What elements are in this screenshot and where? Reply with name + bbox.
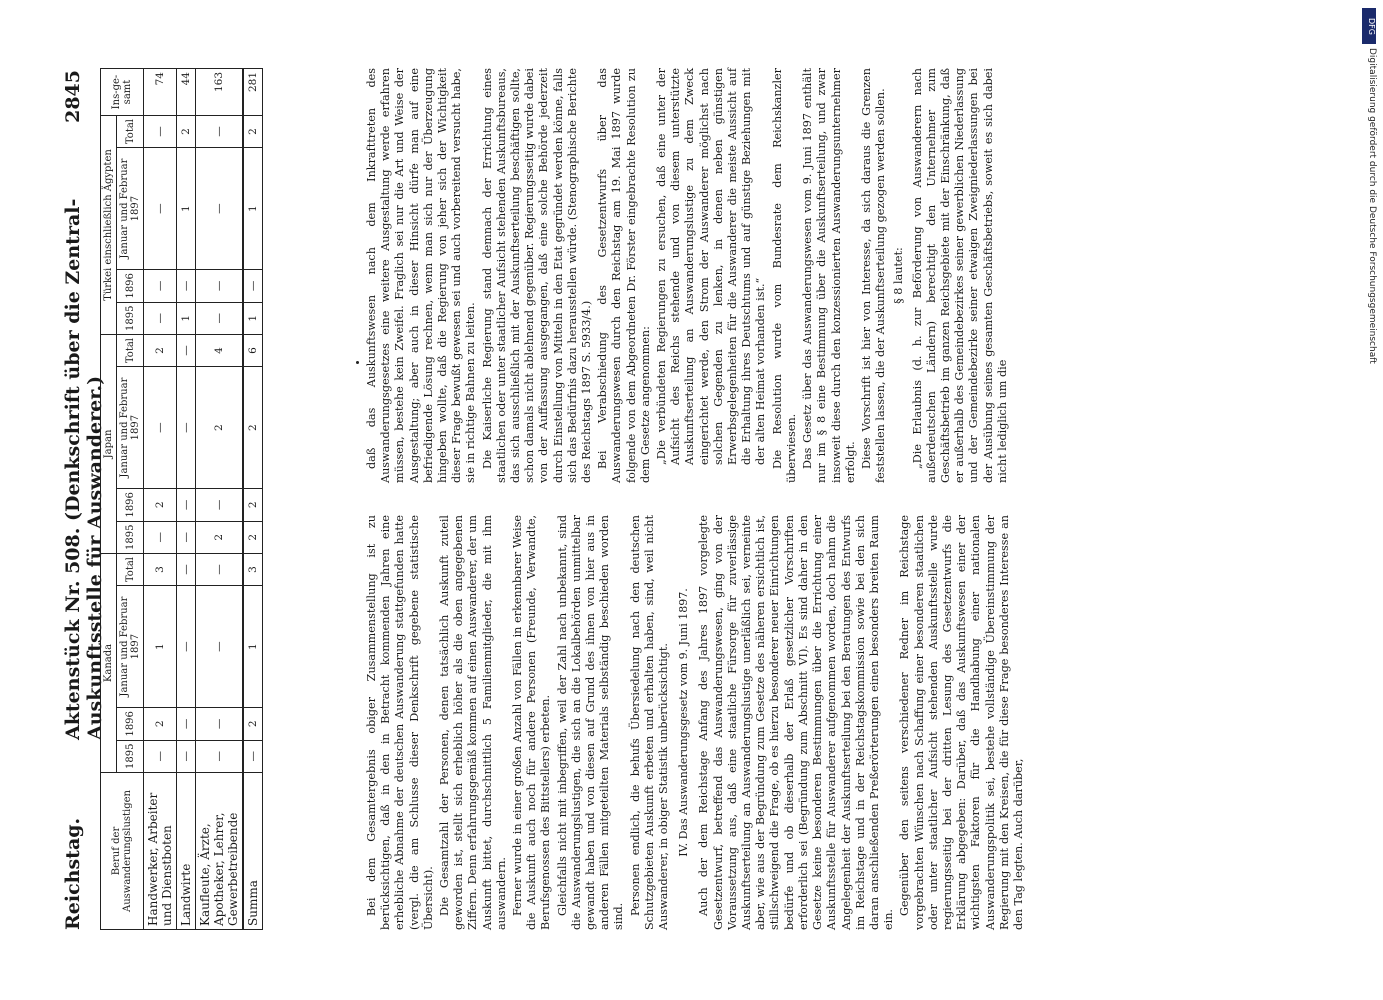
subheader-0-1: 1896 (117, 708, 144, 740)
table-cell: — (177, 554, 196, 586)
table-cell: 2 (243, 367, 263, 489)
header-title: Aktenstück Nr. 508. (Denkschrift über die Zentral-Auskunftsstelle für Auswanderer.) (62, 198, 106, 740)
table-cell: — (196, 270, 244, 302)
col-header-kanada: Kanada (101, 554, 117, 773)
col-header-tuerkei: Türkei einschließlich Ägypten (101, 116, 117, 335)
subheader-2-3: Total (117, 116, 144, 148)
separator-dot (356, 361, 359, 364)
table-cell: 2 (144, 335, 177, 367)
paragraph: Gleichfalls nicht mit inbegriffen, weil der Zahl nach unbekannt, sind die Auswanderungslustigen, die sich an die Lokalbehörden unmittelbar gewandt haben und von diesen auf Grund des ihnen von hier aus in anderen Fällen mitgeteilten Materials selbständig beschieden worden sind. (555, 515, 626, 930)
paragraph: Diese Vorschrift ist hier von Interesse, da sich daraus die Grenzen feststellen lassen, die der Auskunftserteilung gezogen werden sollen. (859, 68, 888, 483)
table-row (196, 69, 244, 930)
subheader-1-0: 1895 (117, 521, 144, 553)
row-label: Kaufleute, Ärzte, Apotheker, Lehrer, Gewerbetreibende (196, 773, 244, 930)
total-cell: 44 (177, 69, 196, 116)
row-label: Landwirte (177, 773, 196, 930)
table-cell: 1 (243, 586, 263, 708)
table-cell: — (196, 708, 244, 740)
table-cell: 2 (243, 489, 263, 521)
left-column (365, 515, 1028, 930)
table-cell: — (177, 270, 196, 302)
table-cell: — (144, 302, 177, 334)
page-header (62, 70, 106, 930)
subheader-1-3: Total (117, 335, 144, 367)
table-cell: — (196, 586, 244, 708)
table-cell: — (177, 740, 196, 772)
paragraph-heading: § 8 lautet: (892, 247, 906, 304)
table-cell: 2 (144, 489, 177, 521)
paragraph: Gegenüber den seitens verschiedener Redner im Reichstage vorgebrachten Wünschen nach Schaffung einer besonderen staatlichen oder unter staatlicher Aufsicht stehenden Auskunftsstelle wurde regierungsseitig bei der dritten Lesung des Gesetzentwurfs die Erklärung abgegeben: Darüber, daß das Auskunftswesen einer der wichtigsten Faktoren für die Handhabung einer nationalen Auswanderungspolitik sei, bestehe vollständige Übereinstimmung der Regierung mit den Kreisen, die für diese Frage besonderes Interesse an den Tag legten. Auch darüber, (898, 515, 1025, 930)
page-number: 2845 (62, 70, 84, 123)
table-cell: — (243, 270, 263, 302)
col-header-insgesamt: Ins-ge-samt (101, 69, 144, 116)
table-cell: — (243, 740, 263, 772)
table-cell: 2 (196, 521, 244, 553)
statistics-table (100, 68, 263, 930)
row-label: Summa (243, 773, 263, 930)
table-cell: 1 (243, 148, 263, 270)
table-cell: — (196, 116, 244, 148)
paragraph: Bei dem Gesamtergebnis obiger Zusammenstellung ist zu berücksichtigen, daß in den in Betracht kommenden Jahren eine erhebliche Abnahme der deutschen Auswanderung stattgefunden hatte (vergl. die am Schlusse dieser Denkschrift gegebene statistische Übersicht). (365, 515, 435, 930)
subheader-0-2: Januar und Februar 1897 (117, 586, 144, 708)
table-cell: 2 (243, 116, 263, 148)
resolution-quote: „Die verbündeten Regierungen zu ersuchen, daß eine unter der Aufsicht des Reichs stehende und von diesem unterstützte Auskunftserteilung an Auswanderungslustige zu dem Zweck eingerichtet werde, den Strom der Auswanderer möglichst nach solchen Gegenden zu lenken, in denen neben günstigen Erwerbsgelegenheiten für die Auswanderer die meiste Aussicht auf die Erhaltung ihres Deutschtums und auf günstige Beziehungen mit der alten Heimat vorhanden ist.“ (655, 68, 768, 465)
table-cell: — (144, 148, 177, 270)
paragraph: daß das Auskunftswesen nach dem Inkrafttreten des Auswanderungsgesetzes eine weitere Ausgestaltung werde erfahren müssen, bestehe kein Zweifel. Fraglich sei nur die Art und Weise der Ausgestaltung; aber auch in dieser Hinsicht dürfe man auf eine befriedigende Lösung rechnen, wenn man sich nur der Überzeugung hingeben wollte, daß die Regierung von jeher sich der Wichtigkeit dieser Frage bewußt gewesen sei und auch vorbereitend versucht habe, sie in richtige Bahnen zu leiten. (365, 68, 478, 483)
subheader-0-3: Total (117, 554, 144, 586)
section-title: IV. Das Auswanderungsgesetz vom 9. Juni 1897. (677, 588, 691, 857)
right-column (365, 68, 1012, 483)
total-cell: 163 (196, 69, 244, 116)
table-cell: — (144, 270, 177, 302)
subheader-1-2: Januar und Februar 1897 (117, 367, 144, 489)
total-cell: 74 (144, 69, 177, 116)
table-cell: 1 (243, 302, 263, 334)
paragraph: Personen endlich, die behufs Übersiedelung nach den deutschen Schutzgebieten Auskunft erbeten und erhalten haben, sind, weil nicht Auswanderer, in obiger Statistik unberücksichtigt. (628, 515, 671, 930)
table-cell: — (177, 489, 196, 521)
paragraph-text: „Die Erlaubnis (d. h. zur Beförderung von Auswanderern nach außerdeutschen Ländern) berechtigt den Unternehmer zum Geschäftsbetrieb im ganzen Reichsgebiete mit der Einschränkung, daß er außerhalb des Gemeindebezirkes seiner gewerblichen Niederlassung und der Gemeindebezirke seiner etwaigen Zweigniederlassungen bei der Ausübung seines gesamten Geschäftsbetriebs, soweit es sich dabei nicht lediglich um die (910, 68, 1009, 483)
paragraph: Das Gesetz über das Auswanderungswesen vom 9. Juni 1897 enthält nur im § 8 eine Bestimmung über die Auskunftserteilung, und zwar insoweit diese durch den konzessionierten Auswanderungsunternehmer erfolgt. (801, 68, 857, 483)
table-cell: — (177, 586, 196, 708)
table-cell: — (196, 554, 244, 586)
text-columns (365, 68, 1315, 930)
table-cell: — (144, 740, 177, 772)
table-cell: — (196, 148, 244, 270)
table-cell: — (177, 521, 196, 553)
col-header-japan: Japan (101, 335, 117, 554)
table-cell: — (177, 335, 196, 367)
table-cell: 1 (177, 148, 196, 270)
table-cell: 2 (243, 708, 263, 740)
table-cell: 1 (177, 302, 196, 334)
table-cell: — (196, 302, 244, 334)
paragraph: Ferner wurde in einer großen Anzahl von Fällen in erkennbarer Weise die Auskunft auch noch für andere Personen (Freunde, Verwandte, Berufsgenossen des Bittstellers) erbeten. (511, 515, 553, 930)
table-row (144, 69, 177, 930)
table-row (243, 69, 263, 930)
table-cell: — (144, 521, 177, 553)
table-cell: 6 (243, 335, 263, 367)
row-label: Handwerker, Arbeiter und Dienstboten (144, 773, 177, 930)
table-cell: — (177, 708, 196, 740)
dfg-credit: Digitalisierung gefördert durch die Deutsche Forschungsgemeinschaft (1367, 48, 1377, 364)
total-cell: 281 (243, 69, 263, 116)
table-cell: 3 (243, 554, 263, 586)
subheader-1-1: 1896 (117, 489, 144, 521)
table-cell: 2 (144, 708, 177, 740)
subheader-2-1: 1896 (117, 270, 144, 302)
col-header-beruf: Beruf der Auswanderungslustigen (101, 773, 144, 930)
table-cell: — (196, 489, 244, 521)
dfg-sidebar (1359, 8, 1379, 992)
table-cell: 2 (243, 521, 263, 553)
subheader-0-0: 1895 (117, 740, 144, 772)
paragraph: Auch der dem Reichstage Anfang des Jahres 1897 vorgelegte Gesetzentwurf, betreffend das Auswanderungswesen, ging von der Voraussetzung aus, daß eine staatliche Fürsorge für zuverlässige Auskunftserteilung an Auswanderungslustige unerläßlich sei, verneinte aber, wie aus der Begründung zum Gesetze des näheren ersichtlich ist, stillschweigend die Frage, ob es hierzu besonderer neuer Einrichtungen bedürfe und ob dieserhalb der Erlaß gesetzlicher Vorschriften erforderlich sei (Begründung zum Abschnitt VI). Es sind daher in den Gesetze keine besonderen Bestimmungen über die Errichtung einer Auskunftsstelle für Auswanderer aufgenommen worden, doch nahm die Angelegenheit der Auskunftserteilung bei den Beratungen des Entwurfs im Reichstage und in der Reichstagskommission sowie bei den sich daran anschließenden Preßerörterungen einen besonders breiten Raum ein. (697, 515, 896, 930)
paragraph: Die Gesamtzahl der Personen, denen tatsächlich Auskunft zuteil geworden ist, stellt sich erheblich höher als die oben angegebenen Ziffern. Denn erfahrungsgemäß kommen auf einen Auswanderer, der um Auskunft bittet, durchschnittlich 5 Familienmitglieder, die mit ihm auswandern. (438, 515, 508, 930)
table-cell: — (144, 116, 177, 148)
table-cell: — (177, 367, 196, 489)
table-cell: 2 (177, 116, 196, 148)
dfg-logo: DFG (1362, 8, 1376, 44)
paragraph: Die Resolution wurde vom Bundesrate dem Reichskanzler überwiesen. (770, 68, 798, 483)
subheader-2-2: Januar und Februar 1897 (117, 148, 144, 270)
header-left: Reichstag. (62, 817, 84, 930)
table-cell: 2 (196, 367, 244, 489)
table-cell: — (144, 367, 177, 489)
table-cell: 3 (144, 554, 177, 586)
paragraph: Die Kaiserliche Regierung stand demnach der Errichtung eines staatlichen oder unter staatlicher Aufsicht stehenden Auskunftsbureaus, das sich ausschließlich mit der Auskunftserteilung beschäftigen sollte, schon damals nicht ablehnend gegenüber. Regierungsseitig wurde dabei von der Auffassung ausgegangen, daß eine solche Behörde jederzeit durch Einstellung von Mitteln in den Etat gegründet werden könne, falls sich das Bedürfnis dazu herausstellen würde. (Stenographische Berichte des Reichstags 1897 S. 5933/4.) (480, 68, 594, 483)
paragraph: Bei Verabschiedung des Gesetzentwurfs über das Auswanderungswesen durch den Reichstag am 19. Mai 1897 wurde folgende von dem Abgeordneten Dr. Förster eingebrachte Resolution zu dem Gesetze angenommen: (596, 68, 652, 483)
table-cell: 4 (196, 335, 244, 367)
subheader-2-0: 1895 (117, 302, 144, 334)
table-cell: 1 (144, 586, 177, 708)
table-row (177, 69, 196, 930)
table-cell: — (196, 740, 244, 772)
